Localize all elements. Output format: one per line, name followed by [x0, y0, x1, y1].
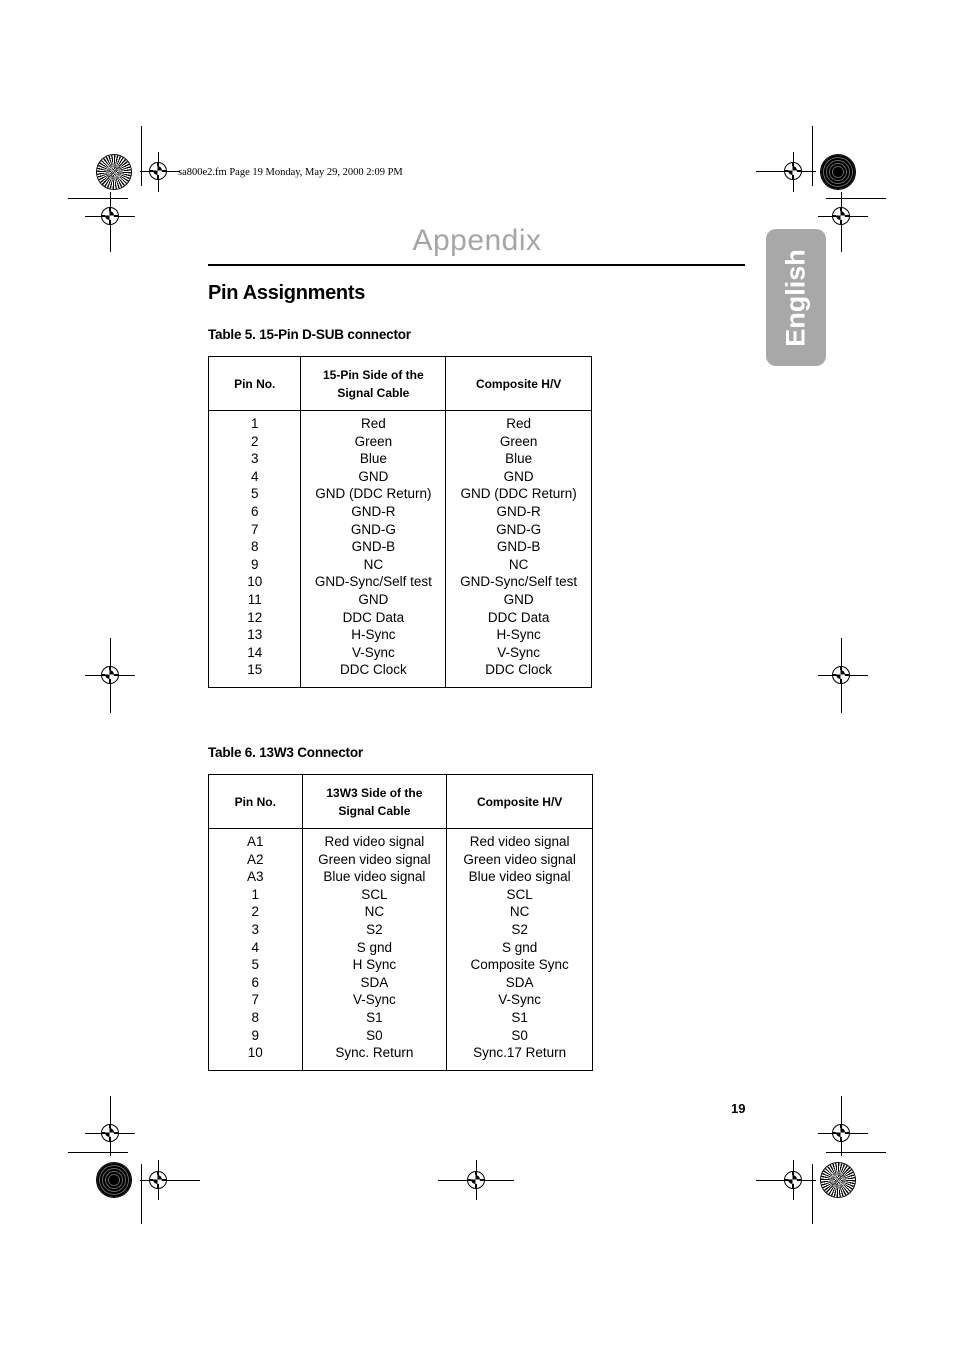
table6-col-pin — [209, 829, 303, 1071]
page-number: 19 — [731, 1101, 746, 1116]
table-cell: Green — [499, 433, 538, 449]
table-cell: S0 — [511, 1027, 528, 1043]
table-cell: 4 — [251, 939, 259, 955]
table-cell: NC — [363, 556, 384, 572]
table-cell: 10 — [247, 574, 263, 590]
table-cell: 2 — [250, 433, 259, 449]
table-cell: NC — [364, 904, 385, 920]
table-cell: 13 — [247, 627, 263, 643]
table-cell: Red — [360, 416, 386, 431]
table-cell: S1 — [366, 1009, 383, 1025]
table-cell: Sync. Return — [335, 1045, 414, 1061]
crop-line — [826, 198, 886, 199]
table-cell: Red video signal — [469, 834, 570, 849]
table-cell: GND-Sync/Self test — [314, 574, 432, 590]
language-tab-label: English — [780, 248, 811, 347]
registration-mark-icon — [101, 207, 119, 225]
table-cell: NC — [508, 556, 529, 572]
table-cell: Blue — [505, 451, 533, 467]
table-cell: GND-R — [351, 503, 396, 519]
table-cell: 7 — [251, 992, 259, 1008]
table-cell: H Sync — [352, 957, 397, 973]
table5 — [208, 356, 592, 688]
table-cell: DDC Clock — [485, 662, 552, 678]
table-cell: GND-G — [496, 521, 542, 537]
star-target-icon — [821, 1163, 855, 1197]
table-cell: Green video signal — [463, 851, 576, 867]
table-cell: S2 — [366, 921, 383, 937]
registration-mark-icon — [784, 162, 802, 180]
table-cell: V-Sync — [352, 992, 396, 1008]
language-tab — [766, 229, 826, 366]
registration-mark-icon — [467, 1171, 485, 1189]
registration-mark-icon — [149, 162, 167, 180]
table-cell: A1 — [246, 834, 264, 849]
table-cell: Blue — [359, 451, 387, 467]
table-cell: Red video signal — [324, 834, 425, 849]
table-cell: H-Sync — [351, 627, 396, 643]
table-cell: GND — [503, 591, 534, 607]
table-cell: GND — [503, 468, 534, 484]
registration-mark-icon — [832, 666, 850, 684]
table-cell: GND (DDC Return) — [315, 486, 432, 502]
table-cell: DDC Clock — [339, 662, 407, 678]
table-cell: S1 — [511, 1009, 528, 1025]
table5-header-pin: Pin No. — [209, 357, 301, 411]
table-cell: 6 — [250, 503, 259, 519]
table-cell: SDA — [360, 974, 389, 990]
crop-line — [141, 1164, 142, 1224]
table-cell: Sync.17 Return — [473, 1045, 567, 1061]
table6-header-cable: 13W3 Side of the Signal Cable — [302, 775, 447, 829]
table-cell: 10 — [247, 1045, 263, 1061]
table-cell: GND — [358, 591, 389, 607]
table-cell: Green — [354, 433, 393, 449]
table-cell: 3 — [251, 921, 259, 937]
table6-caption: Table 6. 13W3 Connector — [208, 745, 363, 760]
table6-header-composite: Composite H/V — [447, 775, 593, 829]
table-cell: 11 — [247, 591, 262, 607]
table-cell: S0 — [366, 1027, 383, 1043]
table6-header-pin: Pin No. — [209, 775, 303, 829]
section-heading: Pin Assignments — [208, 282, 366, 304]
table-cell: H-Sync — [496, 627, 541, 643]
table6-col-composite — [447, 829, 593, 1071]
table5-col-composite — [446, 411, 592, 688]
crop-line — [812, 126, 813, 186]
table-cell: Composite Sync — [470, 957, 569, 973]
table-cell: 2 — [251, 904, 259, 920]
table-cell: 9 — [250, 556, 259, 572]
table-cell: GND — [358, 468, 389, 484]
crop-line — [68, 198, 128, 199]
table-cell: S2 — [511, 921, 528, 937]
table-cell: S gnd — [501, 939, 538, 955]
table-cell: GND-G — [350, 521, 396, 537]
table5-header-cable: 15-Pin Side of the Signal Cable — [301, 357, 446, 411]
table-cell: 8 — [250, 539, 259, 555]
table-cell: 7 — [250, 521, 259, 537]
table-cell: V-Sync — [498, 992, 541, 1008]
table-cell: 3 — [250, 451, 259, 467]
table-cell: V-Sync — [351, 644, 395, 660]
table5-caption: Table 5. 15-Pin D-SUB connector — [208, 327, 411, 342]
registration-mark-icon — [101, 666, 119, 684]
star-target-icon — [821, 155, 855, 189]
table-cell: GND-R — [496, 503, 541, 519]
table-cell: 15 — [247, 662, 263, 678]
table-cell: 12 — [247, 609, 263, 625]
crop-line — [826, 1152, 886, 1153]
table-cell: NC — [509, 904, 530, 920]
crop-line — [812, 1164, 813, 1224]
table-cell: 6 — [251, 974, 259, 990]
table-cell: DDC Data — [487, 609, 550, 625]
table-cell: 1 — [251, 886, 259, 902]
table-cell: Green video signal — [318, 851, 431, 867]
crop-line — [141, 126, 142, 186]
table-cell: A2 — [246, 851, 264, 867]
table-cell: 4 — [250, 468, 259, 484]
table-cell: DDC Data — [342, 609, 405, 625]
table-cell: GND-B — [351, 539, 396, 555]
file-stamp: sa800e2.fm Page 19 Monday, May 29, 2000 2:09 PM — [178, 167, 403, 178]
table6 — [208, 774, 593, 1071]
registration-mark-icon — [832, 1124, 850, 1142]
table-cell: GND-B — [496, 539, 541, 555]
table6-col-cable — [302, 829, 447, 1071]
table-cell: 1 — [250, 416, 259, 431]
table-cell: GND (DDC Return) — [460, 486, 577, 502]
table5-header-composite: Composite H/V — [446, 357, 592, 411]
table-cell: SDA — [505, 974, 534, 990]
table-cell: 5 — [251, 957, 259, 973]
table5-col-pin — [209, 411, 301, 688]
table5-col-cable — [301, 411, 446, 688]
page-title: Appendix — [412, 224, 542, 257]
table-cell: SCL — [506, 886, 533, 902]
crop-line — [68, 1152, 128, 1153]
registration-mark-icon — [832, 207, 850, 225]
table-cell: 8 — [251, 1009, 259, 1025]
table-cell: 14 — [247, 644, 263, 660]
table-cell: V-Sync — [497, 644, 540, 660]
star-target-icon — [97, 1163, 131, 1197]
table-cell: Red — [506, 416, 531, 431]
registration-mark-icon — [149, 1171, 167, 1189]
title-rule — [208, 264, 745, 266]
table-cell: 5 — [250, 486, 259, 502]
registration-mark-icon — [784, 1171, 802, 1189]
table-cell: Blue video signal — [468, 869, 571, 885]
table-cell: Blue video signal — [323, 869, 426, 885]
registration-mark-icon — [101, 1124, 119, 1142]
table-cell: A3 — [246, 869, 264, 885]
table-cell: 9 — [251, 1027, 259, 1043]
table-cell: SCL — [361, 886, 388, 902]
table-cell: GND-Sync/Self test — [460, 574, 578, 590]
star-target-icon — [97, 155, 131, 189]
table-cell: S gnd — [356, 939, 392, 955]
